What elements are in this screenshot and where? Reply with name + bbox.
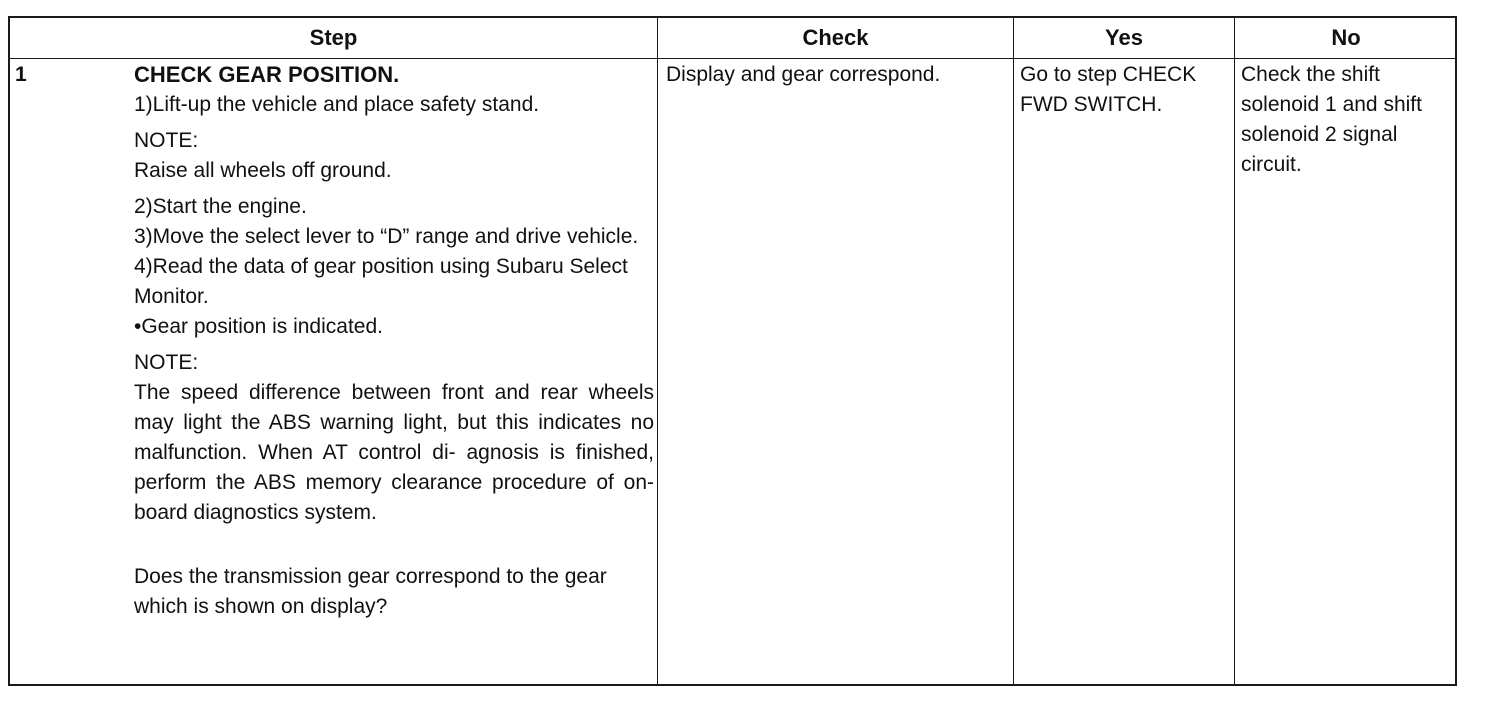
column-divider-check-yes xyxy=(1013,18,1014,684)
instruction-3: 3)Move the select lever to “D” range and drive vehicle. xyxy=(134,225,639,248)
bullet-item: •Gear position is indicated. xyxy=(134,315,383,338)
step-question: Does the transmission gear correspond to the gear which is shown on display? xyxy=(134,565,607,618)
column-divider-step-check xyxy=(657,18,658,684)
step-content xyxy=(134,60,654,622)
column-divider-yes-no xyxy=(1234,18,1235,684)
step-title: CHECK GEAR POSITION. xyxy=(134,62,400,87)
instruction-2: 2)Start the engine. xyxy=(134,195,307,218)
no-cell: Check the shift solenoid 1 and shift solenoid 2 signal circuit. xyxy=(1241,63,1422,176)
header-yes: Yes xyxy=(1105,25,1143,50)
instruction-4: 4)Read the data of gear position using Subaru Select Monitor. xyxy=(134,255,628,308)
diagnostic-table xyxy=(8,16,1457,686)
check-cell: Display and gear correspond. xyxy=(666,63,941,86)
header-no: No xyxy=(1331,25,1361,50)
step-number: 1 xyxy=(15,63,27,86)
header-step: Step xyxy=(309,25,358,50)
instruction-1: 1)Lift-up the vehicle and place safety stand. xyxy=(134,93,540,116)
yes-cell: Go to step CHECK FWD SWITCH. xyxy=(1020,63,1197,116)
note-1-label: NOTE: xyxy=(134,129,199,152)
note-1-text: Raise all wheels off ground. xyxy=(134,159,392,182)
header-check: Check xyxy=(802,25,869,50)
header-divider xyxy=(10,58,1455,59)
note-2-label: NOTE: xyxy=(134,351,199,374)
note-2-text: The speed difference between front and rear wheels may light the ABS warning light, but this indicates no malfunction. When AT control di- agnosis is finished, perform the ABS memory clearance procedure of on-board diagnostics system. xyxy=(134,381,654,524)
